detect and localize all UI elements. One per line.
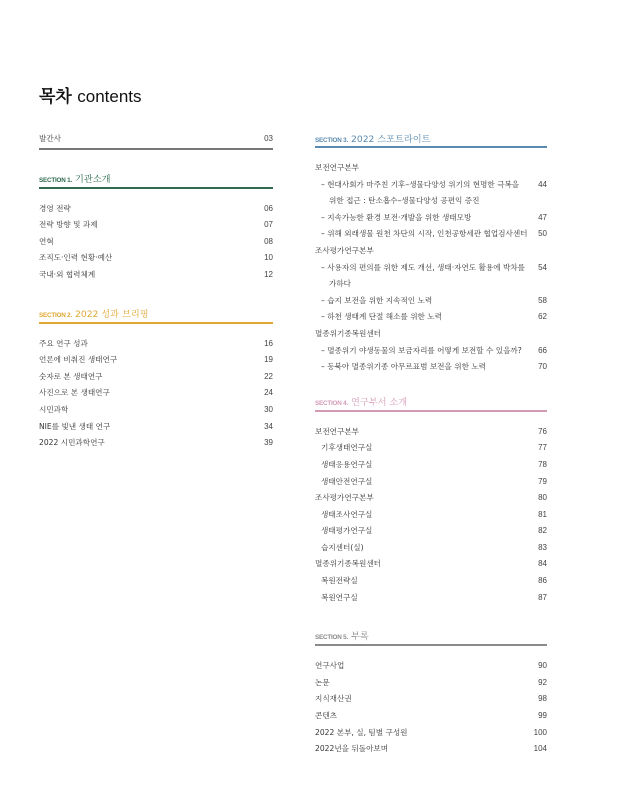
toc-subentry[interactable]	[315, 573, 547, 590]
entry-label: 생태안전연구실	[321, 476, 373, 486]
entry-page: 62	[538, 312, 547, 322]
section-tag: SECTION 2.	[39, 311, 72, 319]
entry-page: 104	[533, 744, 547, 754]
section-1-rule	[39, 187, 273, 189]
entry-label: – 위해 외래생물 원천 차단의 시작, 인천공항세관 협업검사센터	[321, 229, 528, 239]
group-label: 멸종위기종복원센터	[315, 328, 382, 338]
entry-page: 24	[264, 388, 273, 398]
toc-right-column	[315, 131, 547, 758]
toc-subentry[interactable]	[315, 540, 547, 557]
entry-label: 복원연구실	[321, 592, 358, 602]
toc-entry[interactable]	[39, 250, 273, 267]
entry-page: 34	[264, 421, 273, 431]
entry-page: 81	[538, 509, 547, 519]
entry-label: 습지센터(실)	[321, 542, 364, 552]
toc-entry[interactable]	[315, 260, 547, 277]
toc-group-heading[interactable]	[315, 243, 547, 260]
section-5-rule	[315, 644, 547, 646]
entry-page: 19	[264, 355, 273, 365]
entry-page: 100	[533, 727, 547, 737]
entry-page: 79	[538, 476, 547, 486]
entry-page: 47	[538, 212, 547, 222]
toc-entry[interactable]	[315, 359, 547, 376]
toc-entry[interactable]	[315, 226, 547, 243]
entry-label: 조직도·인력 현황·예산	[39, 253, 113, 263]
toc-entry[interactable]	[39, 419, 273, 436]
entry-page: 22	[264, 371, 273, 381]
toc-entry[interactable]	[315, 691, 547, 708]
toc-left-column	[39, 131, 273, 452]
section-tag: SECTION 1.	[39, 176, 72, 184]
section-name: 기관소개	[75, 173, 111, 185]
entry-page: 30	[264, 404, 273, 414]
section-5-heading	[315, 628, 547, 644]
toc-entry[interactable]	[315, 293, 547, 310]
toc-entry[interactable]	[39, 352, 273, 369]
entry-page: 50	[538, 229, 547, 239]
entry-page: 87	[538, 592, 547, 602]
entry-label: 생태응용연구실	[321, 459, 373, 469]
section-1-heading	[39, 171, 273, 187]
entry-label: 2022 본부, 실, 팀별 구성원	[315, 727, 408, 737]
entry-page: 08	[264, 236, 273, 246]
section-2-heading	[39, 306, 273, 322]
toc-subentry[interactable]	[315, 523, 547, 540]
title-english: contents	[77, 87, 142, 106]
section-2-rule	[39, 322, 273, 324]
toc-entry[interactable]	[39, 385, 273, 402]
section-tag: SECTION 3.	[315, 137, 348, 144]
toc-subentry[interactable]	[315, 474, 547, 491]
toc-subentry[interactable]	[315, 507, 547, 524]
entry-label: 주요 연구 성과	[39, 338, 88, 348]
entry-label: 생태조사연구실	[321, 509, 373, 519]
entry-label: 콘텐츠	[315, 711, 338, 721]
toc-subentry[interactable]	[315, 590, 547, 607]
entry-page: 99	[538, 711, 547, 721]
entry-label: 생태평가연구실	[321, 526, 373, 536]
toc-subentry[interactable]	[315, 440, 547, 457]
entry-page: 77	[538, 443, 547, 453]
toc-entry[interactable]	[39, 234, 273, 251]
toc-entry[interactable]	[315, 177, 547, 194]
entry-label: 국내·외 협력체계	[39, 269, 96, 279]
entry-page: 80	[538, 493, 547, 503]
entry-page: 06	[264, 203, 273, 213]
entry-label: – 하천 생태계 단절 해소를 위한 노력	[321, 312, 442, 322]
entry-label: – 멸종위기 야생동물의 보금자리를 어떻게 보전할 수 있을까?	[321, 345, 522, 355]
entry-label: NIE를 빛낸 생태 연구	[39, 421, 111, 431]
toc-entry[interactable]	[315, 675, 547, 692]
entry-label: 경영 전략	[39, 203, 71, 213]
toc-entry[interactable]	[315, 556, 547, 573]
title-korean: 목차	[39, 87, 72, 107]
entry-page: 54	[538, 262, 547, 272]
entry-label: 연혁	[39, 236, 54, 246]
entry-label: 언론에 비춰진 생태연구	[39, 355, 118, 365]
section-2-list	[39, 336, 273, 452]
toc-entry[interactable]	[39, 267, 273, 284]
entry-page: 84	[538, 559, 547, 569]
toc-entry[interactable]	[315, 309, 547, 326]
section-4-list	[315, 424, 547, 607]
entry-label: 조사평가연구본부	[315, 493, 374, 503]
entry-page: 70	[538, 362, 547, 372]
entry-label: 지식재산권	[315, 694, 352, 704]
entry-label: – 사용자의 편의를 위한 제도 개선, 생태·자연도 활용에 박차를	[321, 262, 525, 272]
section-name: 부록	[351, 631, 369, 643]
entry-page: 12	[264, 269, 273, 279]
section-4-heading	[315, 394, 547, 410]
section-3-list	[315, 160, 547, 376]
toc-entry[interactable]	[315, 343, 547, 360]
toc-entry[interactable]	[39, 201, 273, 218]
section-tag: SECTION 5.	[315, 634, 348, 642]
entry-page: 03	[264, 134, 273, 143]
entry-label: 사진으로 본 생태연구	[39, 388, 110, 398]
entry-label: – 습지 보전을 위한 지속적인 노력	[321, 295, 433, 305]
page-title	[39, 82, 142, 107]
section-name: 2022 성과 브리핑	[75, 308, 149, 320]
entry-label: 보전연구본부	[315, 426, 360, 436]
entry-label: 복원전략실	[321, 576, 358, 586]
entry-label: 위한 접근 : 탄소흡수–생물다양성 공편익 증진	[329, 196, 480, 206]
entry-label: 숫자로 본 생태연구	[39, 371, 103, 381]
entry-page: 16	[264, 338, 273, 348]
toc-entry[interactable]	[39, 336, 273, 353]
entry-page: 07	[264, 220, 273, 230]
toc-entry[interactable]	[315, 741, 547, 758]
entry-page: 78	[538, 459, 547, 469]
toc-entry[interactable]	[39, 435, 273, 452]
entry-page: 76	[538, 426, 547, 436]
section-name: 연구부서 소개	[351, 396, 408, 408]
toc-entry[interactable]	[39, 369, 273, 386]
entry-label: – 현대사회가 마주친 기후–생물다양성 위기의 현명한 극복을	[321, 179, 520, 189]
entry-label: – 지속가능한 환경 보전·개발을 위한 생태모방	[321, 212, 472, 222]
entry-page: 86	[538, 576, 547, 586]
toc-entry-continuation[interactable]	[315, 193, 547, 210]
entry-label: 기후생태연구실	[321, 443, 373, 453]
toc-entry-continuation[interactable]	[315, 276, 547, 293]
toc-group-heading[interactable]	[315, 326, 547, 343]
group-label: 조사평가연구본부	[315, 245, 374, 255]
toc-entry[interactable]	[315, 725, 547, 742]
toc-group-heading[interactable]	[315, 160, 547, 177]
section-5-list	[315, 658, 547, 758]
section-tag: SECTION 4.	[315, 399, 348, 407]
section-4-rule	[315, 410, 547, 412]
entry-page: 90	[538, 661, 547, 671]
entry-label: 논문	[315, 677, 330, 687]
toc-entry[interactable]	[315, 210, 547, 227]
toc-entry[interactable]	[315, 424, 547, 441]
entry-label: 2022년을 뒤돌아보며	[315, 744, 389, 754]
section-3-rule	[315, 146, 547, 148]
entry-page: 98	[538, 694, 547, 704]
entry-label: 발간사	[39, 134, 62, 143]
entry-page: 66	[538, 345, 547, 355]
toc-entry[interactable]	[315, 658, 547, 675]
entry-page: 10	[264, 253, 273, 263]
section-1-list	[39, 201, 273, 284]
entry-page: 92	[538, 677, 547, 687]
section-3-heading	[315, 131, 547, 146]
toc-entry[interactable]	[39, 217, 273, 234]
toc-entry[interactable]	[315, 490, 547, 507]
entry-page: 44	[538, 179, 547, 189]
entry-label: 전략 방향 및 과제	[39, 220, 98, 230]
toc-entry-foreword[interactable]	[39, 131, 273, 148]
toc-entry[interactable]	[315, 708, 547, 725]
entry-page: 83	[538, 542, 547, 552]
entry-label: 가하다	[329, 279, 352, 289]
section-name: 2022 스포트라이트	[351, 134, 431, 145]
group-label: 보전연구본부	[315, 163, 360, 172]
entry-page: 82	[538, 526, 547, 536]
entry-label: 2022 시민과학연구	[39, 438, 105, 448]
toc-entry[interactable]	[39, 402, 273, 419]
entry-label: 연구사업	[315, 661, 345, 671]
entry-page: 39	[264, 438, 273, 448]
entry-page: 58	[538, 295, 547, 305]
entry-label: 멸종위기종복원센터	[315, 559, 382, 569]
entry-label: – 동북아 멸종위기종 아무르표범 보전을 위한 노력	[321, 362, 486, 372]
entry-label: 시민과학	[39, 404, 69, 414]
toc-subentry[interactable]	[315, 457, 547, 474]
